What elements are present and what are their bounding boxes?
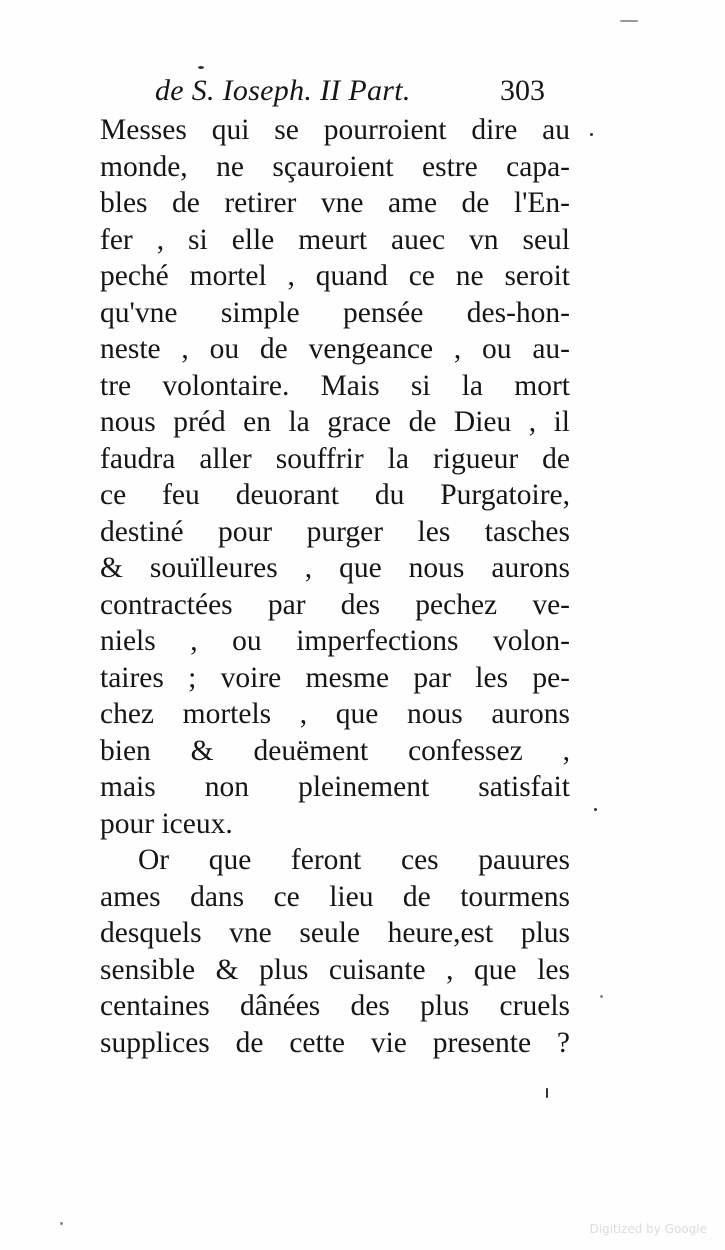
text-line: bles de retirer vne ame de l'En-: [100, 187, 570, 219]
ink-speck: [546, 1088, 548, 1098]
running-head: de S. Ioseph. II Part.: [155, 74, 411, 107]
text-line: & souïlleures , que nous aurons: [100, 552, 570, 584]
ink-speck: [590, 133, 593, 136]
text-line: qu'vne simple pensée des-hon-: [100, 296, 570, 329]
page-header: [155, 74, 575, 114]
text-line: desquels vne seule heure,est plus: [100, 917, 570, 949]
text-line: sensible & plus cuisante , que les: [100, 953, 570, 986]
text-line: Messes qui se pourroient dire au: [100, 114, 570, 146]
digitization-watermark: Digitized by Google: [589, 1222, 707, 1236]
text-line: Or que feront ces pauures: [138, 844, 570, 876]
text-line: nous préd en la grace de Dieu , il: [100, 406, 570, 438]
ink-speck: [60, 1222, 63, 1225]
text-line: neste , ou de vengeance , ou au-: [100, 333, 570, 365]
text-line: mais non pleinement satisfait: [100, 771, 570, 803]
page-number: 303: [500, 74, 545, 107]
body-text: [100, 112, 570, 1061]
text-line: supplices de cette vie presente ?: [100, 1026, 570, 1059]
text-line: niels , ou imperfections volon-: [100, 625, 570, 657]
text-line: destiné pour purger les tasches: [100, 515, 570, 548]
text-line: chez mortels , que nous aurons: [100, 698, 570, 730]
ink-speck: [594, 808, 597, 811]
text-line: fer , si elle meurt auec vn seul: [100, 223, 570, 256]
text-line: ce feu deuorant du Purgatoire,: [100, 479, 570, 511]
text-line: bien & deuëment confessez ,: [100, 734, 570, 767]
text-line: tre volontaire. Mais si la mort: [100, 369, 570, 402]
text-line: ames dans ce lieu de tourmens: [100, 880, 570, 913]
text-line: monde, ne sçauroient estre capa-: [100, 150, 570, 183]
ink-speck: [620, 20, 638, 22]
ink-speck: [600, 995, 603, 998]
text-line: centaines dânées des plus cruels: [100, 990, 570, 1022]
text-line: peché mortel , quand ce ne seroit: [100, 260, 570, 292]
text-line: pour iceux.: [100, 807, 233, 840]
paragraph: [100, 842, 570, 1061]
text-line: contractées par des pechez ve-: [100, 588, 570, 621]
paragraph: [100, 112, 570, 842]
text-line: taires ; voire mesme par les pe-: [100, 661, 570, 694]
ink-speck: [198, 66, 204, 69]
text-line: faudra aller souffrir la rigueur de: [100, 442, 570, 475]
